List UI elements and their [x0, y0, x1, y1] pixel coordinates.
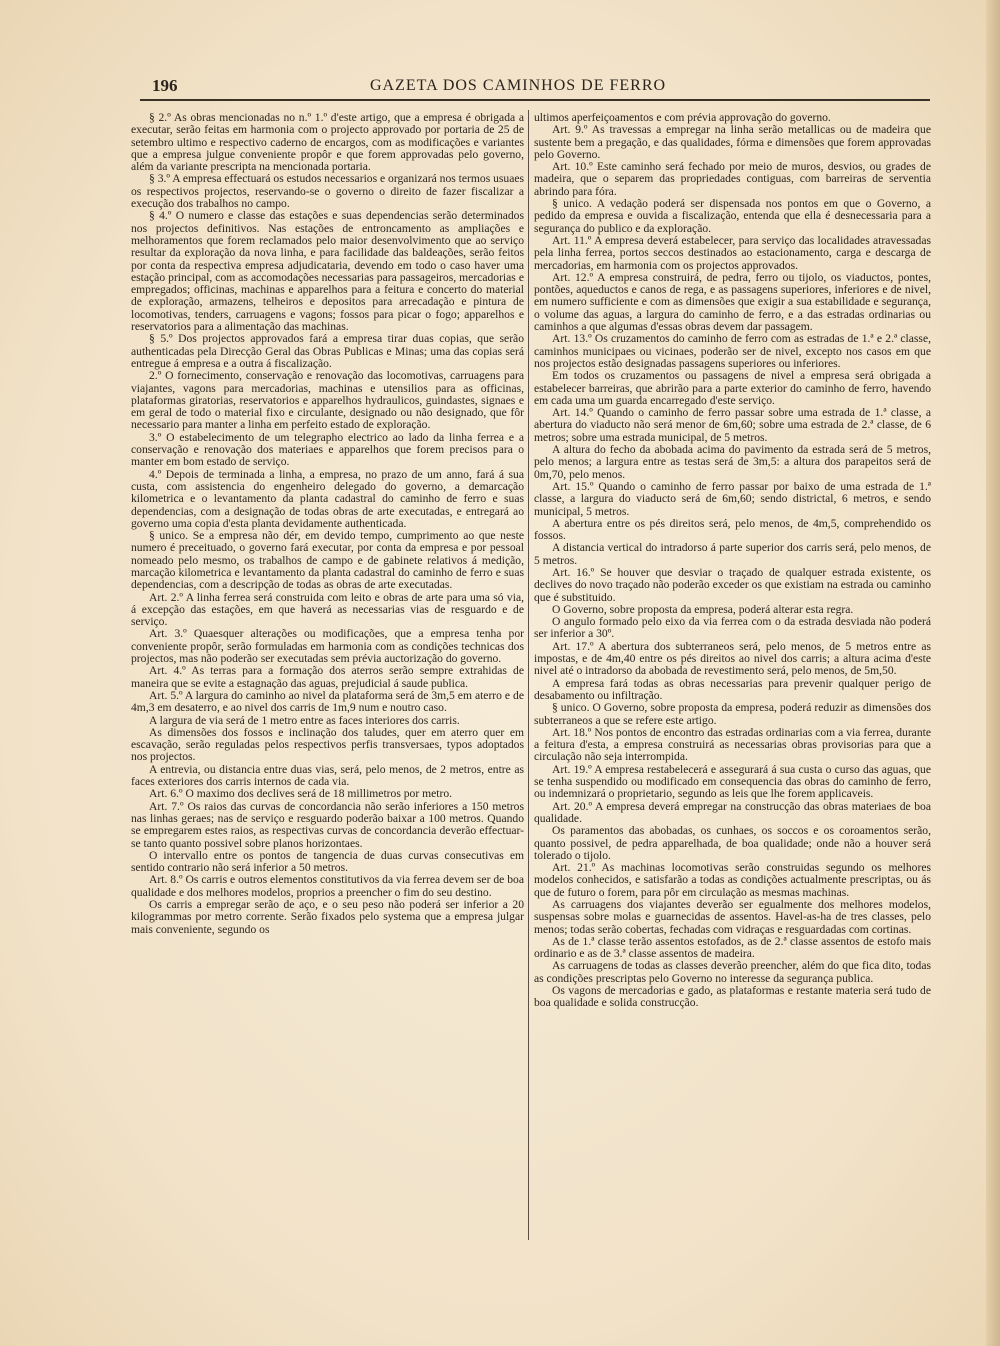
- paragraph: A distancia vertical do intradorso á parte superior dos carris será, pelo menos, de 5 metros.: [534, 541, 931, 567]
- paragraph: As carruagens de todas as classes deverão preencher, além do que fica dito, todas as condições prescriptas pelo Governo no interesse da segurança publica.: [534, 959, 931, 985]
- paragraph: Art. 16.º Se houver que desviar o traçado de qualquer estrada existente, os declives do novo traçado não poderão exceder os que existiam na estrada ou caminho que é substituido.: [534, 565, 931, 604]
- paragraph: § 2.º As obras mencionadas no n.º 1.º d'este artigo, que a empresa é obrigada a executar, serão feitas em harmonia com o projecto approvado por portaria de 25 de setembro ultimo e respectivo caderno de encargos, com as modificações e variantes que a empresa julgue conveniente propôr e que forem approvadas pelo governo, além da variante prescripta na mencionada portaria.: [131, 112, 524, 174]
- page-spine-edge: [986, 0, 1000, 1346]
- paragraph: Art. 11.º A empresa deverá estabelecer, para serviço das localidades atravessadas pela linha ferrea, portos seccos destinados ao estacionamento, carga e descarga de mercadorias, em harmonia com os projectos approvados.: [534, 233, 931, 272]
- paragraph: Art. 5.º A largura do caminho ao nivel da plataforma será de 3m,5 em aterro e de 4m,3 em desaterro, e ao nivel dos carris de 1m,9 num e noutro caso.: [131, 688, 524, 715]
- header-rule: [140, 99, 930, 101]
- paragraph: Art. 6.º O maximo dos declives será de 18 millimetros por metro.: [149, 787, 453, 801]
- paragraph: Art. 7.º Os raios das curvas de concordancia não serão inferiores a 150 metros nas linhas geraes; nas de serviço e resguardo poderão baixar a 100 metros. Quando se empregarem estes raios, as respectivas curvas de concordancia deverão effectuar-se tanto quanto possivel sobre planos horizontaes.: [131, 799, 524, 850]
- paragraph: § 5.º Dos projectos approvados fará a empresa tirar duas copias, que serão authenticadas pela Direcção Geral das Obras Publicas e Minas; uma das copias será entregue á empresa e a outra á fiscalização.: [131, 332, 524, 370]
- paragraph: § 3.º A empresa effectuará os estudos necessarios e organizará nos termos usuaes os respectivos projectos, reservando-se o governo o direito de fazer fiscalizar a execução dos trabalhos no campo.: [131, 172, 524, 211]
- paragraph: A entrevia, ou distancia entre duas vias, será, pelo menos, de 2 metros, entre as faces exteriores dos carris internos de cada via.: [131, 762, 524, 789]
- paragraph: 3.º O estabelecimento de um telegrapho electrico ao lado da linha ferrea e a conservação e renovação dos materiaes e apparelhos que forem precisos para o manter em bom estado de serviço.: [131, 430, 524, 469]
- page-header: [140, 76, 930, 98]
- paragraph: Art. 15.º Quando o caminho de ferro passar por baixo de uma estrada de 1.ª classe, a largura do viaducto será de 6m,60; sendo districtal, 6 metros, e sendo municipal, 5 metros.: [534, 479, 931, 518]
- paragraph: O Governo, sobre proposta da empresa, poderá alterar esta regra.: [552, 602, 854, 616]
- paragraph: Art. 3.º Quaesquer alterações ou modificações, que a empresa tenha por conveniente propôr, serão formuladas em harmonia com as condições technicas dos projectos, mas não poderão ser executadas sem prévia auctorização do governo.: [131, 627, 524, 666]
- left-column: [131, 112, 524, 1242]
- paragraph: Art. 20.º A empresa deverá empregar na construcção das obras materiaes de boa qualidade.: [534, 799, 931, 825]
- paragraph: Art. 2.º A linha ferrea será construida com leito e obras de arte para uma só via, á excepção das estações, em que haverá as necessarias vias de resguardo e de serviço.: [131, 590, 524, 629]
- paragraph: § unico. Se a empresa não dér, em devido tempo, cumprimento ao que neste numero é preceituado, o governo fará executar, por conta da empresa e por pessoal nomeado pelo mesmo, os trabalhos de campo e de gabinete relativos á medição, marcação kilometrica e levantamento da planta cadastral do caminho de ferro e suas dependencias, com a descripção de todas as obras de arte executadas.: [131, 529, 524, 592]
- column-divider: [528, 110, 529, 1240]
- paragraph: Art. 19.º A empresa restabelecerá e assegurará á sua custa o curso das aguas, que se tenha suspendido ou modificado em consequencia das obras do caminho de ferro, ou indemnizará o proprietario, segundo as leis que lhe forem applicaveis.: [534, 762, 931, 801]
- paragraph: Art. 13.º Os cruzamentos do caminho de ferro com as estradas de 1.ª e 2.ª classe, caminhos municipaes ou vicinaes, poderão ser de nivel, excepto nos casos em que nos projectos estão designadas passagens superiores ou inferiores.: [534, 332, 931, 370]
- right-column: [534, 112, 931, 1242]
- paragraph: Em todos os cruzamentos ou passagens de nivel a empresa será obrigada a estabelecer barreiras, que abrirão para a parte exterior do caminho de ferro, havendo em cada uma um guarda encarregado d'este serviço.: [534, 369, 931, 407]
- paragraph: O angulo formado pelo eixo da via ferrea com o da estrada desviada não poderá ser inferior a 30º.: [534, 615, 931, 641]
- paragraph: A largura de via será de 1 metro entre as faces interiores dos carris.: [149, 713, 460, 727]
- paragraph: Art. 10.º Este caminho será fechado por meio de muros, desvios, ou grades de madeira, que o separem das propriedades contiguas, com barreiras de serventia abrindo para fóra.: [534, 160, 931, 198]
- paragraph: A abertura entre os pés direitos será, pelo menos, de 4m,5, comprehendido os fossos.: [534, 516, 931, 543]
- paragraph: Art. 21.º As machinas locomotivas serão construidas segundo os melhores modelos conhecidos, e satisfarão a todas as condições actualmente prescriptas, ou ás que de futuro o forem, para pôr em circulação as mesmas machinas.: [534, 861, 931, 899]
- paragraph: A empresa fará todas as obras necessarias para prevenir qualquer perigo de desabamento ou infiltração.: [534, 676, 931, 702]
- paragraph: A altura do fecho da abobada acima do pavimento da estrada será de 5 metros, pelo menos; a largura entre as testas será de 3m,5: a altura dos parapeitos será de 0m,70, pelo menos.: [534, 443, 931, 481]
- paragraph: Os carris a empregar serão de aço, e o seu peso não poderá ser inferior a 20 kilogrammas por metro corrente. Serão fixados pelo systema que a empresa julgar mais conveniente, segundo os: [131, 898, 524, 936]
- paragraph: O intervallo entre os pontos de tangencia de duas curvas consecutivas em sentido contrario não será inferior a 50 metros.: [131, 848, 524, 875]
- paragraph: § unico. O Governo, sobre proposta da empresa, poderá reduzir as dimensões dos subterraneos a que se refere este artigo.: [534, 701, 931, 727]
- paragraph: As de 1.ª classe terão assentos estofados, as de 2.ª classe assentos de estofo mais ordinario e as de 3.ª classe assentos de madeira.: [534, 934, 931, 961]
- paragraph: § 4.º O numero e classe das estações e suas dependencias serão determinados nos projectos definitivos. Nas estações de entroncamento as ampliações e melhoramentos que forem reclamados pelo maior desenvolvimento que ao serviço resultar da exploração da nova linha, e para facilidade das baldeações, serão feitos por conta da respectiva empresa adjudicataria, devendo em todo o caso haver uma estação principal, com as accomodações necessarias para passageiros, mercadorias e empregados; officinas, machinas e apparelhos para a feitura e concerto do material de exploração, armazens, telheiros e depositos para arrecadação e pintura de locomotivas, tenders, carruagens e vagons; fossos para picar o fogo; apparelhos e reservatorios para a alimentação das machinas.: [131, 209, 524, 334]
- paragraph: Art. 9.º As travessas a empregar na linha serão metallicas ou de madeira que sustente bem a pregação, e das qualidades, fórma e dimensões que forem approvadas pelo Governo.: [534, 123, 931, 161]
- paragraph-continuation: ultimos aperfeiçoamentos e com prévia approvação do governo.: [534, 112, 831, 124]
- paragraph: § unico. A vedação poderá ser dispensada nos pontos em que o Governo, a pedido da empresa e ouvida a fiscalização, entenda que ella é desnecessaria para a segurança do publico e da exploração.: [534, 197, 931, 235]
- paragraph: Art. 17.º A abertura dos subterraneos será, pelo menos, de 5 metros entre as impostas, e de 4m,40 entre os pés direitos ao nivel dos carris; a altura acima d'este nivel até o intradorso da abobada de revestimento será, pelo menos, de 5m,50.: [534, 639, 931, 678]
- paragraph: Os vagons de mercadorias e gado, as plataformas e restante materia será tudo de boa qualidade e solida construcção.: [534, 984, 931, 1010]
- paragraph: Art. 12.º A empresa construirá, de pedra, ferro ou tijolo, os viaductos, pontes, pontões, aqueductos e canos de rega, e as passagens superiores, inferiores e de nivel, em numero sufficiente e com as dimensões que exigir a sua estabilidade e segurança, o volume das aguas, a largura do caminho de ferro, e a das estradas ordinarias ou caminhos a que algumas d'essas obras devem dar passagem.: [534, 270, 931, 334]
- page-number: 196: [152, 76, 178, 95]
- paragraph: Os paramentos das abobadas, os cunhaes, os soccos e os coroamentos serão, quanto possivel, de pedra apparelhada, de boa qualidade; onde não a houver será tolerado o tijolo.: [534, 824, 931, 862]
- paragraph: Art. 4.º As terras para a formação dos aterros serão sempre extrahidas de maneira que se evite a estagnação das aguas, prejudicial á saude publica.: [131, 664, 524, 690]
- paragraph: As carruagens dos viajantes deverão ser egualmente dos melhores modelos, suspensas sobre molas e guarnecidas de assentos. Havel-as-ha de tres classes, pelo menos; todas serão cobertas, fechadas com vidraças e resguardadas com cortinas.: [534, 898, 931, 936]
- paragraph: As dimensões dos fossos e inclinação dos taludes, quer em aterro quer em escavação, serão reguladas pelos respectivos perfis transversaes, typos adoptados nos projectos.: [131, 725, 524, 764]
- running-title: GAZETA DOS CAMINHOS DE FERRO: [370, 77, 667, 94]
- paragraph: Art. 14.º Quando o caminho de ferro passar sobre uma estrada de 1.ª classe, a abertura do viaducto não será menor de 6m,60; sobre uma estrada de 2.ª classe, de 6 metros; sobre uma estrada municipal, de 5 metros.: [534, 406, 931, 444]
- paragraph: Art. 8.º Os carris e outros elementos constitutivos da via ferrea devem ser de boa qualidade e dos melhores modelos, proprios a preencher o fim do seu destino.: [131, 873, 524, 899]
- paragraph: 2.º O fornecimento, conservação e renovação das locomotivas, carruagens para viajantes, vagons para mercadorias, machinas e utensilios para as officinas, plataformas giratorias, reservatorios e apparelhos hydraulicos, guindastes, signaes e em geral de todo o material fixo e circulante, designado ou não designado, que fôr necessario para manter a linha em perfeito estado de exploração.: [131, 369, 524, 432]
- paragraph: Art. 18.º Nos pontos de encontro das estradas ordinarias com a via ferrea, durante a feitura d'esta, a empresa construirá as necessarias obras provisorias para que a circulação não seja interrompida.: [534, 725, 931, 764]
- paragraph: 4.º Depois de terminada a linha, a empresa, no prazo de um anno, fará á sua custa, com assistencia do engenheiro delegado do governo, a demarcação kilometrica e o levantamento da planta cadastral do caminho de ferro e suas dependencias, com a designação de todas obras de arte executadas, e entregará ao governo uma copia d'esta planta devidamente authenticada.: [131, 467, 524, 530]
